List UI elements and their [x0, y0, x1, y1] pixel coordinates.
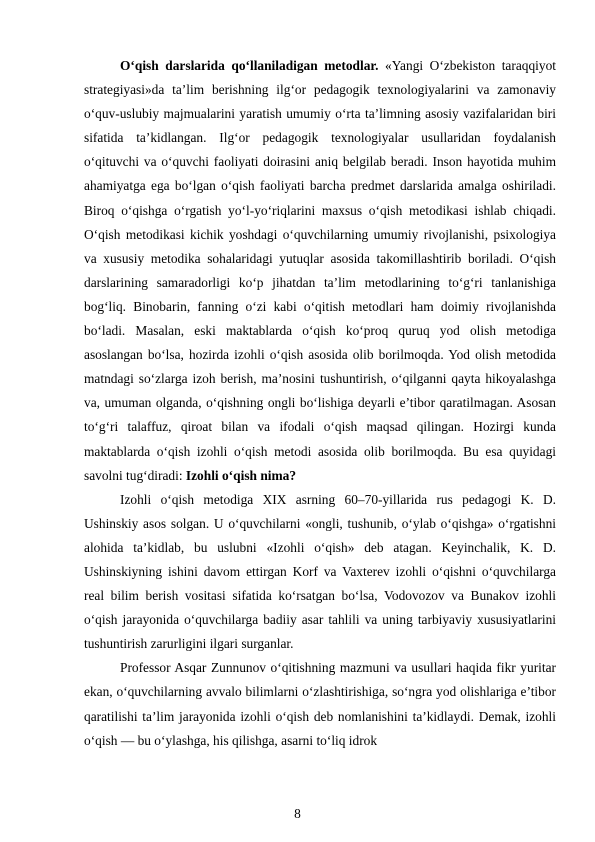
section-heading: O‘qish darslarida qo‘llaniladigan metodlar. — [120, 58, 379, 73]
paragraph-1-text: «Yangi O‘zbekiston taraqqiyot strategiyasi»da ta’lim berishning ilg‘or pedagogik texnologiyalarini va zamonaviy o‘quv-uslubiy majmualarini yaratish umumiy o‘rta ta’limning asosiy vazifalaridan biri sifatida ta’kidlangan. Ilg‘or pedagogik texnologiyalar usullaridan foydalanish o‘qituvchi va o‘quvchi faoliyati doirasini aniq belgilab beradi. Inson hayotida muhim ahamiyatga ega bo‘lgan o‘qish faoliyati barcha predmet darslarida amalga oshiriladi. Biroq o‘qishga o‘rgatish yo‘l-yo‘riqlarini maxsus o‘qish metodikasi ishlab chiqadi. O‘qish metodikasi kichik yoshdagi o‘quvchilarning umumiy rivojlanishi, psixologiya va xususiy metodika sohalaridagi yutuqlar asosida takomillashtirib boriladi. O‘qish darslarining samaradorligi ko‘p jihatdan ta’lim metodlarining to‘g‘ri tanlanishiga bog‘liq. Binobarin, fanning o‘zi kabi o‘qitish metodlari ham doimiy rivojlanishda bo‘ladi. Masalan, eski maktablarda o‘qish ko‘proq quruq yod olish metodiga asoslangan bo‘lsa, hozirda izohli o‘qish asosida olib borilmoqda. Yod olish metodida matndagi so‘zlarga izoh berish, ma’nosini tushuntirish, o‘qilganni qayta hikoyalashga va, umuman olganda, o‘qishning ongli bo‘lishiga deyarli e’tibor qaratilmagan. Asosan to‘g‘ri talaffuz, qiroat bilan va ifodali o‘qish maqsad qilingan. Hozirgi kunda maktablarda o‘qish izohli o‘qish metodi asosida olib borilmoqda. Bu esa quyidagi savolni tug‘diradi: — [84, 58, 556, 483]
paragraph-2 — [84, 488, 556, 657]
paragraph-2-text: Izohli o‘qish metodiga XIX asrning 60–70-yillarida rus pedagogi K. D. Ushinskiy asos solgan. U o‘quvchilarni «ongli, tushunib, o‘ylab o‘qishga» o‘rgatishni alohida ta’kidlab, bu uslubni «Izohli o‘qish» deb atagan. Keyinchalik, K. D. Ushinskiyning ishini davom ettirgan Korf va Vaxterev izohli o‘qishni o‘quvchilarga real bilim berish vositasi sifatida ko‘rsatgan bo‘lsa, Vodovozov va Bunakov izohli o‘qish jarayonida o‘quvchilarga badiiy asar tahlili va uning tarbiyaviy xususiyatlarini tushuntirish zarurligini ilgari surganlar. — [84, 491, 556, 652]
document-page — [84, 54, 556, 753]
page-number: 8 — [294, 806, 301, 821]
question-heading: Izohli o‘qish nima? — [185, 467, 297, 483]
paragraph-3-text: Professor Asqar Zunnunov o‘qitishning mazmuni va usullari haqida fikr yuritar ekan, o‘quvchilarning avvalo bilimlarni o‘zlashtirishiga, so‘ngra yod olishlariga e’tibor qaratilishi ta’lim jarayonida izohli o‘qish deb nomlanishini ta’kidlaydi. Demak, izohli o‘qish — bu o‘ylashga, his qilishga, asarni to‘liq idrok — [84, 660, 556, 748]
paragraph-3 — [84, 656, 556, 752]
paragraph-1 — [84, 54, 556, 488]
